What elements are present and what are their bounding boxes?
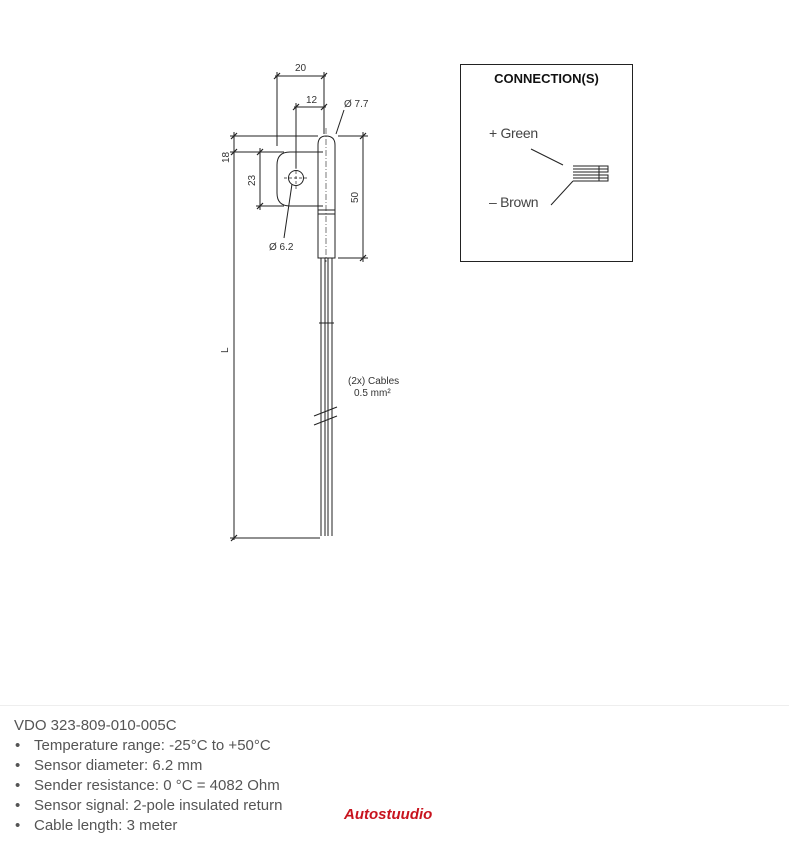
dim-plate-height: 23 [247, 174, 258, 186]
spec-item: • Sensor diameter: 6.2 mm [14, 756, 282, 776]
connection-wiring-diagram [461, 65, 634, 263]
brand-watermark: Autostuudio [344, 806, 433, 823]
spec-item: • Sensor signal: 2-pole insulated return [14, 796, 282, 816]
dim-sensor-length: 50 [350, 191, 361, 203]
spec-list [14, 736, 282, 836]
connection-title: CONNECTION(S) [494, 71, 599, 86]
product-title: VDO 323-809-010-005C [14, 717, 177, 734]
spec-item: • Sender resistance: 0 °C = 4082 Ohm [14, 776, 282, 796]
mounting-plate [277, 152, 323, 206]
wire-label-brown: – Brown [489, 194, 539, 210]
dim-width-inner: 12 [306, 95, 318, 106]
dim-hole-diameter: Ø 6.2 [269, 242, 294, 253]
product-info [14, 716, 282, 836]
spec-item: • Cable length: 3 meter [14, 816, 282, 836]
cable-spec-line2: 0.5 mm² [354, 388, 391, 399]
dim-top-offset: 18 [221, 151, 232, 163]
dim-cable-length: L [220, 347, 231, 353]
section-divider [0, 705, 789, 706]
sensor-tube [318, 136, 335, 258]
dim-tube-diameter: Ø 7.7 [344, 99, 369, 110]
dim-width-outer: 20 [295, 63, 307, 74]
cable-spec-line1: (2x) Cables [348, 376, 400, 387]
spec-item: • Temperature range: -25°C to +50°C [14, 736, 282, 756]
wire-label-green: + Green [489, 125, 538, 141]
connection-panel [460, 64, 633, 262]
